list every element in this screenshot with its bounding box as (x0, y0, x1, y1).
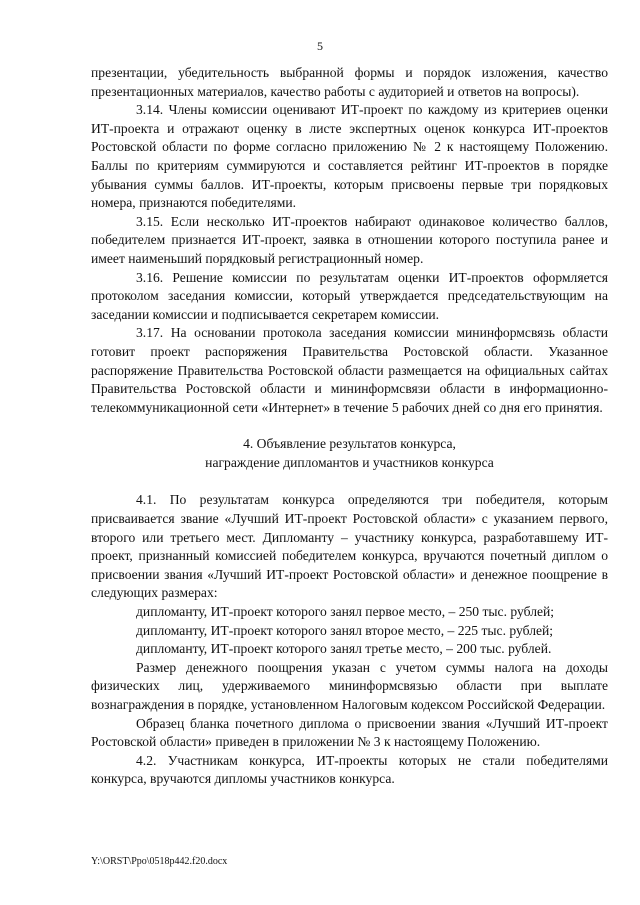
document-body (91, 64, 608, 789)
paragraph-prize-tax: Размер денежного поощрения указан с учетом суммы налога на доходы физических лиц, удерживаемого мининформсвязью области при выплате вознаграждения в порядке, установленном Налоговым кодексом Российской Федерации. (91, 659, 608, 712)
paragraph-3-17: 3.17. На основании протокола заседания комиссии мининформсвязь области готовит проект распоряжения Правительства Ростовской области. Указанное распоряжение Правительства Ростовской области размещается на официальных сайтах Правительства Ростовской области и мининформсвязи области в информационно-телекоммуникационной сети «Интернет» в течение 5 рабочих дней со дня его принятия. (91, 325, 608, 415)
paragraph-3-16: 3.16. Решение комиссии по результатам оценки ИТ-проектов оформляется протоколом заседания комиссии, который утверждается председательствующим на заседании комиссии и подписывается секретарем комиссии. (91, 269, 608, 322)
prize-list-item-third: дипломанту, ИТ-проект которого занял третье место, – 200 тыс. рублей. (136, 641, 552, 657)
page-number: 5 (317, 39, 323, 53)
section-heading (91, 435, 608, 472)
prize-list-item-first: дипломанту, ИТ-проект которого занял первое место, – 250 тыс. рублей; (136, 604, 555, 620)
paragraph-4-1: 4.1. По результатам конкурса определяются три победителя, которым присваивается звание «Лучший ИТ-проект Ростовской области» с указанием первого, второго или третьего мест. Дипломанту – участнику конкурса, разработавшему ИТ-проект, признанный комиссией победителем конкурса, вручаются почетный диплом о присвоении звания «Лучший ИТ-проект Ростовской области» и денежное поощрение в следующих размерах: (91, 492, 608, 601)
paragraph-diploma-sample: Образец бланка почетного диплома о присвоении звания «Лучший ИТ-проект Ростовской области» приведен в приложении № 3 к настоящему Положению. (91, 715, 608, 750)
section-heading-line1: 4. Объявление результатов конкурса, (243, 436, 456, 452)
paragraph-4-2: 4.2. Участникам конкурса, ИТ-проекты которых не стали победителями конкурса, вручаются дипломы участников конкурса. (91, 752, 608, 787)
footer-file-path: Y:\ORST\Ppo\0518p442.f20.docx (91, 856, 228, 867)
paragraph-3-15: 3.15. Если несколько ИТ-проектов набирают одинаковое количество баллов, победителем признается ИТ-проект, заявка в отношении которого поступила ранее и имеет наименьший порядковый регистрационный номер. (91, 213, 608, 266)
paragraph-3-14: 3.14. Члены комиссии оценивают ИТ-проект по каждому из критериев оценки ИТ-проекта и отражают оценку в листе экспертных оценок конкурса ИТ-проектов Ростовской области по форме согласно приложению № 2 к настоящему Положению. Баллы по критериям суммируются и составляется рейтинг ИТ-проектов в порядке убывания суммы баллов. ИТ-проекты, которым присвоены первые три порядковых номера, признаются победителями. (91, 102, 608, 211)
prize-list-item-second: дипломанту, ИТ-проект которого занял второе место, – 225 тыс. рублей; (136, 622, 554, 638)
section-heading-line2: награждение дипломантов и участников конкурса (205, 454, 494, 470)
paragraph-continuation: презентации, убедительность выбранной формы и порядок изложения, качество презентационных материалов, качество работы с аудиторией и ответов на вопросы). (91, 65, 608, 99)
